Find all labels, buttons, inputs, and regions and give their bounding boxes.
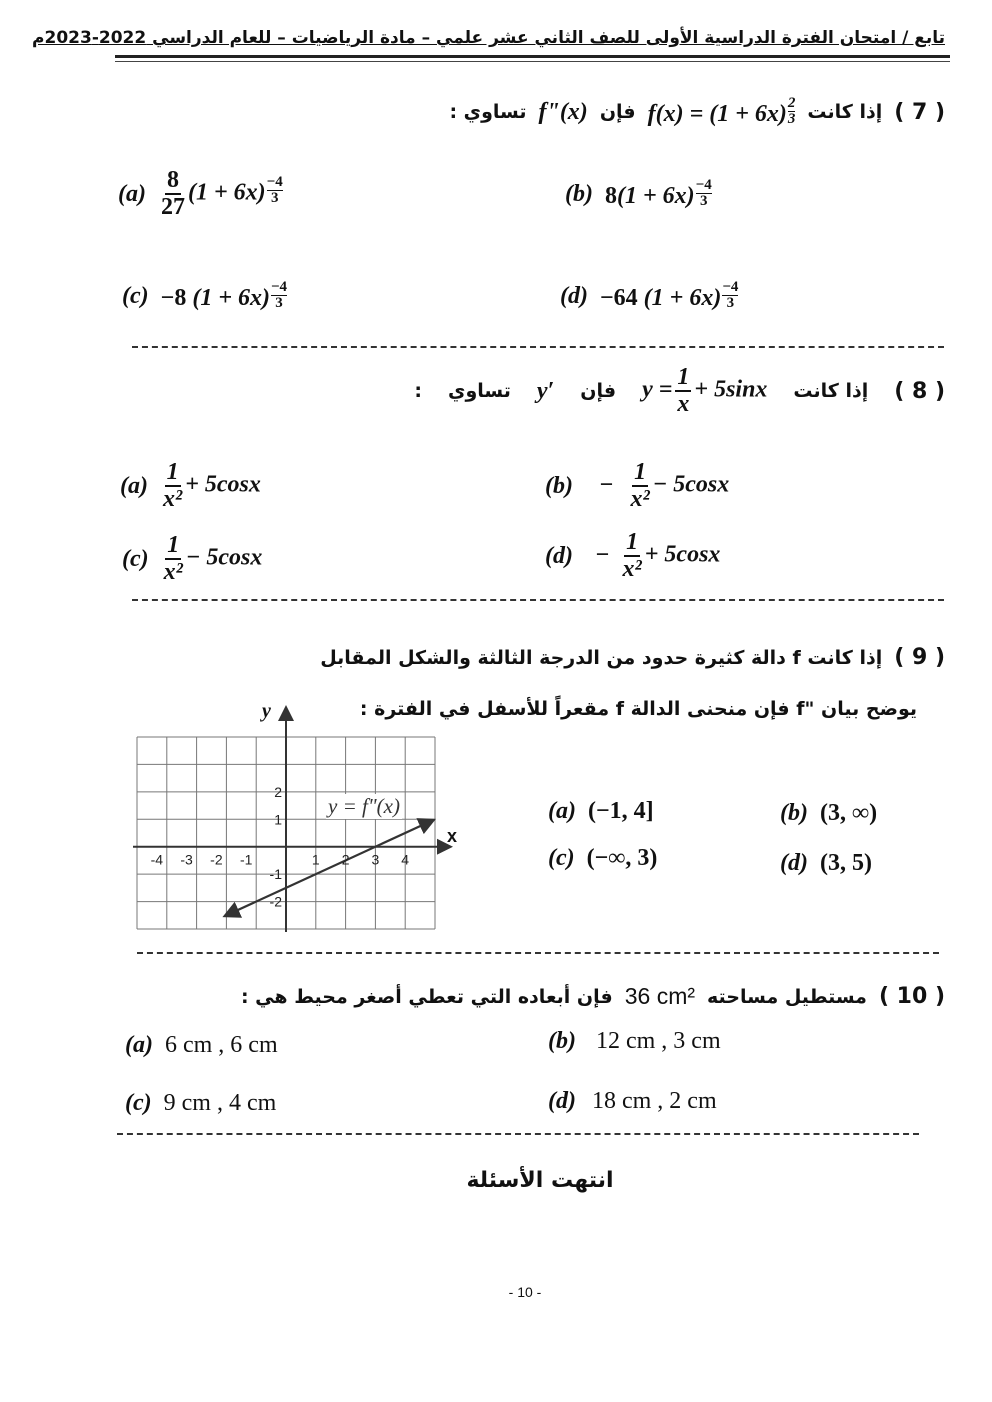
separator: [132, 599, 944, 601]
option-label: (d): [560, 282, 588, 309]
option-label: (b): [548, 1028, 576, 1054]
option-label: (b): [565, 180, 593, 207]
x-tick-label: 3: [371, 851, 380, 868]
y-tick-label: -1: [269, 866, 282, 883]
option-label: (c): [122, 282, 149, 309]
separator: [132, 346, 944, 348]
y-tick-label: 1: [274, 811, 282, 828]
x-tick-label: 2: [341, 851, 350, 868]
q10-option-a[interactable]: [125, 1032, 278, 1059]
x-tick-label: 4: [401, 851, 410, 868]
option-label: (b): [780, 800, 808, 826]
q10-option-d[interactable]: [548, 1088, 717, 1115]
option-value: (3, 5): [819, 850, 872, 876]
x-tick-label: -3: [180, 851, 193, 868]
q7-equals: تساوي :: [449, 101, 527, 123]
q7-option-a[interactable]: (a) $\frac{8}{27}$ (1 + 6x) $\frac{-4}{3}$: [118, 167, 283, 221]
question-number: ( 10 ): [878, 984, 945, 1009]
option-value: (−∞, 3): [586, 845, 658, 871]
q8-option-d[interactable]: (d) − $\frac{1}{\text{x²}}$ + 5cosx: [545, 529, 721, 583]
q7-derivative: f"(x): [538, 98, 588, 125]
curve-label: y = f"(x): [328, 794, 400, 818]
q9-option-c[interactable]: [548, 845, 657, 872]
q7-function: f(x) = (1 + 6x) $\frac{2}{3}$: [647, 95, 796, 127]
question-10: [241, 983, 945, 1010]
q9-option-a[interactable]: [548, 798, 654, 825]
q8-derivative: y′: [536, 377, 555, 404]
option-label: (c): [548, 845, 575, 871]
q8-if: إذا كانت: [793, 380, 869, 403]
x-tick-label: -2: [210, 851, 223, 868]
x-tick-label: -4: [150, 851, 164, 868]
separator: [117, 1133, 919, 1135]
option-label: (a): [118, 180, 146, 207]
q8-option-c[interactable]: (c) $\frac{1}{\text{x²}}$ − 5cosx: [122, 532, 263, 586]
q10-area: 36 cm²: [624, 983, 696, 1009]
q10-option-b[interactable]: [548, 1028, 721, 1055]
option-label: (a): [548, 798, 576, 824]
x-axis-label: x: [447, 826, 458, 846]
option-label: (a): [120, 472, 148, 499]
y-tick-label: -2: [269, 893, 282, 910]
page-number: - 10 -: [508, 1284, 542, 1300]
q10-text-b: فإن أبعاده التي تعطي أصغر محيط هي :: [240, 985, 613, 1008]
q9-option-b[interactable]: [780, 800, 877, 827]
q10-option-c[interactable]: [125, 1090, 276, 1117]
q7-option-c[interactable]: (c) −8 (1 + 6x) $\frac{-4}{3}$: [122, 279, 288, 311]
question-8: [414, 365, 945, 417]
q9-line-1: إذا كانت f دالة كثيرة حدود من الدرجة الثالثة والشكل المقابل: [320, 646, 883, 669]
option-label: (c): [122, 545, 149, 572]
option-label: (d): [780, 850, 808, 876]
option-label: (c): [125, 1090, 152, 1116]
q8-option-a[interactable]: (a) $\frac{1}{\text{x²}}$ + 5cosx: [120, 459, 261, 513]
option-label: (d): [548, 1088, 576, 1114]
q8-equals: تساوي: [448, 380, 511, 403]
y-axis-label: y: [262, 700, 271, 722]
q7-if: إذا كانت: [807, 101, 883, 123]
header-divider-thin: [115, 61, 950, 62]
question-number: ( 9 ): [894, 645, 945, 670]
q8-function: y = $\frac{1}{x}$ + 5sinx: [642, 364, 768, 418]
option-label: (a): [125, 1032, 153, 1058]
question-number: ( 7 ): [894, 99, 945, 125]
end-of-questions: انتهت الأسئلة: [466, 1168, 614, 1193]
option-value: 6 cm , 6 cm: [164, 1032, 278, 1058]
q8-option-b[interactable]: (b) − $\frac{1}{\text{x²}}$ − 5cosx: [545, 459, 730, 513]
f-second-derivative-graph: [120, 700, 470, 940]
q7-then: فإن: [599, 101, 636, 123]
option-value: (−1, 4]: [587, 798, 654, 824]
q8-colon: :: [414, 380, 423, 403]
option-value: 9 cm , 4 cm: [163, 1090, 277, 1116]
question-9: [320, 645, 945, 670]
option-value: 12 cm , 3 cm: [595, 1028, 721, 1054]
option-value: 18 cm , 2 cm: [591, 1088, 717, 1114]
question-7: [449, 96, 945, 128]
q9-line-2: يوضح بيان "f فإن منحنى الدالة f مقعراً للأسفل في الفترة :: [359, 698, 917, 720]
x-tick-label: -1: [239, 851, 253, 868]
page-header: تابع / امتحان الفترة الدراسية الأولى للصف الثاني عشر علمي – مادة الرياضيات – للعام الدراسي 2022-2023م: [32, 28, 945, 48]
header-divider: [115, 55, 950, 58]
q10-text-a: مستطيل مساحته: [707, 985, 867, 1008]
option-label: (d): [545, 542, 573, 569]
q7-option-d[interactable]: (d) −64 (1 + 6x) $\frac{-4}{3}$: [560, 279, 739, 311]
separator: [137, 952, 939, 954]
q8-then: فإن: [580, 380, 617, 403]
q9-option-d[interactable]: [780, 850, 872, 877]
question-number: ( 8 ): [894, 378, 945, 404]
q7-option-b[interactable]: (b) 8(1 + 6x) $\frac{-4}{3}$: [565, 177, 712, 209]
y-tick-label: 2: [274, 783, 282, 800]
option-label: (b): [545, 472, 573, 499]
option-value: (3, ∞): [819, 800, 878, 826]
x-tick-label: 1: [311, 851, 320, 868]
